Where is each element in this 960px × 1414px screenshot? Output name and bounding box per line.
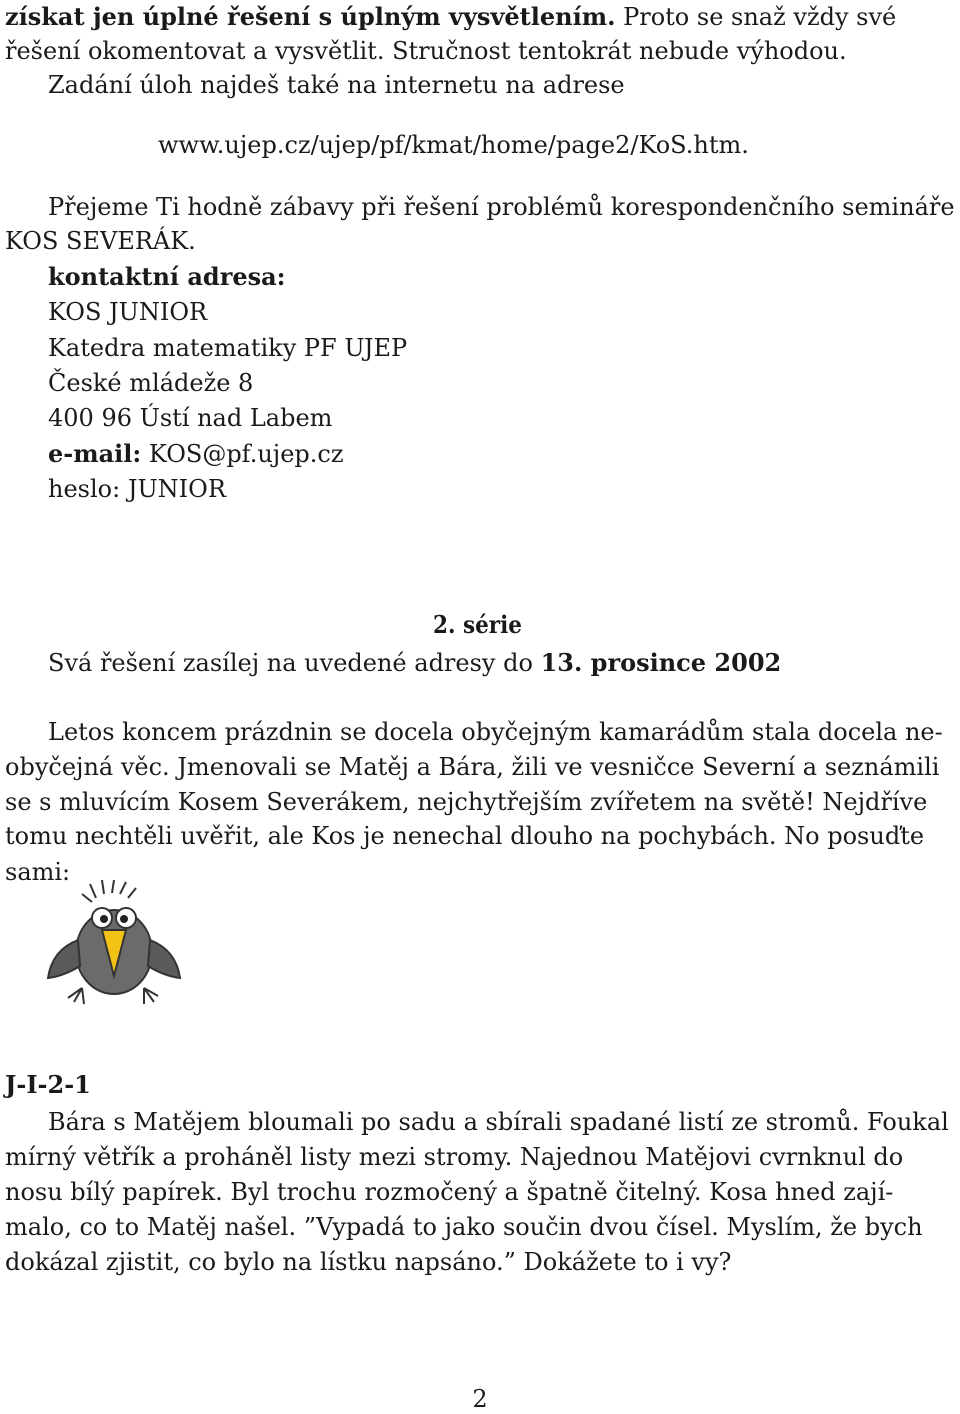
series-title: 2. série bbox=[432, 610, 522, 639]
problem-line-4: malo, co to Matěj našel. ”Vypadá to jako součin dvou čísel. Myslím, že bych bbox=[5, 1213, 923, 1241]
deadline-date: 13. prosince 2002 bbox=[540, 648, 782, 677]
story-line-4: tomu nechtěli uvěřit, ale Kos je nenechal dlouho na pochybách. No posuďte bbox=[5, 822, 925, 850]
email-value[interactable]: KOS@pf.ujep.cz bbox=[141, 440, 344, 468]
series-deadline bbox=[48, 646, 781, 680]
problem-line-1: Bára s Matějem bloumali po sadu a sbírali spadané listí ze stromů. Foukal bbox=[48, 1108, 949, 1136]
contact-password: heslo: JUNIOR bbox=[48, 475, 226, 503]
blackbird-illustration bbox=[44, 880, 184, 1010]
intro-bold-text: získat jen úplné řešení s úplným vysvětlením. bbox=[5, 2, 616, 31]
contact-org: KOS JUNIOR bbox=[48, 298, 208, 326]
contact-street: České mládeže 8 bbox=[48, 369, 254, 397]
problem-code: J-I-2-1 bbox=[5, 1070, 91, 1099]
story-line-1: Letos koncem prázdnin se docela obyčejným kamarádům stala docela ne- bbox=[48, 718, 943, 746]
story-line-3: se s mluvícím Kosem Severákem, nejchytřejším zvířetem na světě! Nejdříve bbox=[5, 788, 928, 816]
contact-city: 400 96 Ústí nad Labem bbox=[48, 404, 333, 432]
intro-line-3: Zadání úloh najdeš také na internetu na adrese bbox=[48, 71, 625, 99]
deadline-text: Svá řešení zasílej na uvedené adresy do bbox=[48, 649, 541, 677]
contact-email bbox=[48, 437, 344, 471]
website-url[interactable]: www.ujep.cz/ujep/pf/kmat/home/page2/KoS.htm. bbox=[158, 131, 749, 159]
wish-line-1: Přejeme Ti hodně zábavy při řešení problémů korespondenčního semináře bbox=[48, 193, 955, 221]
story-line-2: obyčejná věc. Jmenovali se Matěj a Bára, žili ve vesničce Severní a seznámili bbox=[5, 753, 940, 781]
email-label: e-mail: bbox=[48, 439, 142, 468]
contact-dept: Katedra matematiky PF UJEP bbox=[48, 334, 408, 362]
intro-line-1 bbox=[5, 0, 896, 34]
intro-rest-text: Proto se snaž vždy své bbox=[615, 3, 897, 31]
contact-heading: kontaktní adresa: bbox=[48, 262, 286, 291]
problem-line-3: nosu bílý papírek. Byl trochu rozmočený a špatně čitelný. Kosa hned zají- bbox=[5, 1178, 894, 1206]
page-number: 2 bbox=[472, 1385, 488, 1413]
problem-line-5: dokázal zjistit, co bylo na lístku napsáno.” Dokážete to i vy? bbox=[5, 1248, 732, 1276]
story-line-5: sami: bbox=[5, 858, 71, 886]
intro-line-2: řešení okomentovat a vysvětlit. Stručnost tentokrát nebude výhodou. bbox=[5, 37, 847, 65]
problem-line-2: mírný větřík a proháněl listy mezi stromy. Najednou Matějovi cvrnknul do bbox=[5, 1143, 904, 1171]
wish-line-2: KOS SEVERÁK. bbox=[5, 227, 196, 255]
